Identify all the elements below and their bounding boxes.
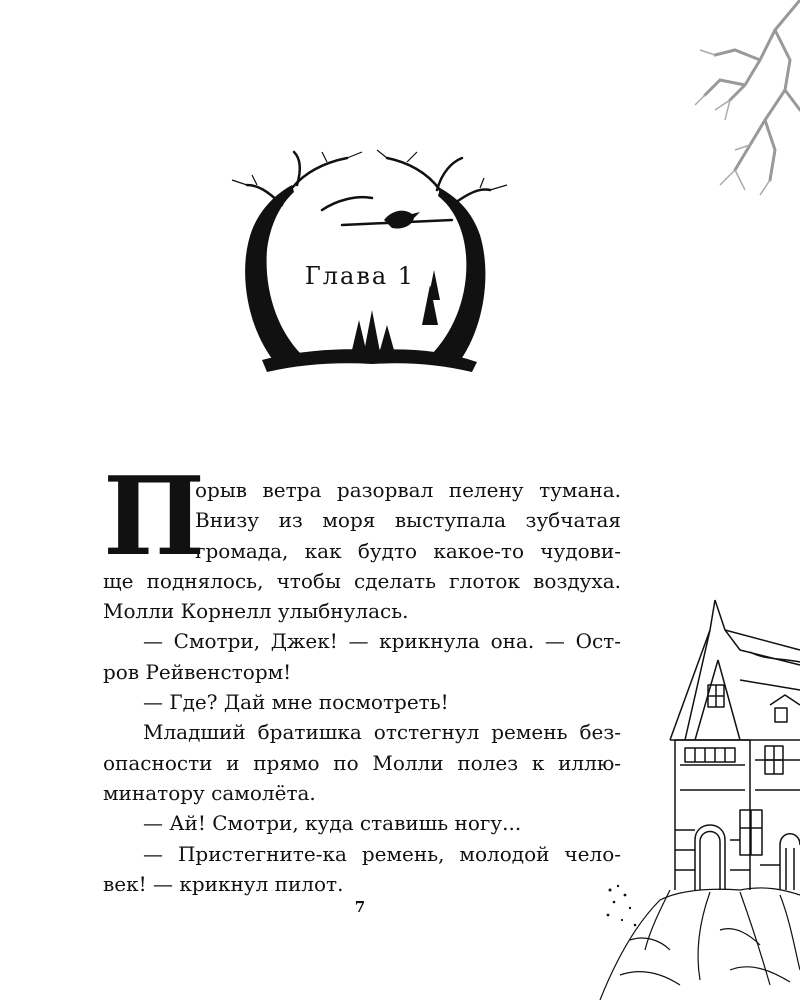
chapter-title: Глава 1: [304, 262, 416, 290]
text-line: орыв ветра разорвал пелену тумана.: [195, 478, 621, 502]
text-line: — Ай! Смотри, куда ставишь ногу...: [143, 811, 522, 836]
text-line: — Где? Дай мне посмотреть!: [143, 690, 449, 715]
drop-cap: П: [103, 454, 205, 580]
text-line: ще поднялось, чтобы сделать глоток воздуха.: [103, 568, 621, 593]
body-text: [103, 454, 621, 899]
text-line: век! — крикнул пилот.: [103, 871, 344, 896]
text-line: — Пристегните-ка ремень, молодой чело-: [143, 841, 621, 866]
text-line: — Смотри, Джек! — крикнула она. — Ост-: [143, 629, 621, 654]
branch-illustration: [690, 0, 800, 200]
page-number: 7: [354, 898, 366, 916]
text-line: ров Рейвенсторм!: [103, 659, 292, 684]
text-line: громада, как будто какое-то чудови-: [195, 538, 621, 563]
text-line: опасности и прямо по Молли полез к иллю-: [103, 750, 621, 775]
text-line: Молли Корнелл улыбнулась.: [103, 599, 409, 624]
text-line: минатору самолёта.: [103, 780, 316, 805]
text-line: Внизу из моря выступала зубчатая: [195, 508, 621, 533]
house-illustration: [600, 590, 800, 1000]
text-line: Младший братишка отстегнул ремень без-: [143, 720, 621, 745]
